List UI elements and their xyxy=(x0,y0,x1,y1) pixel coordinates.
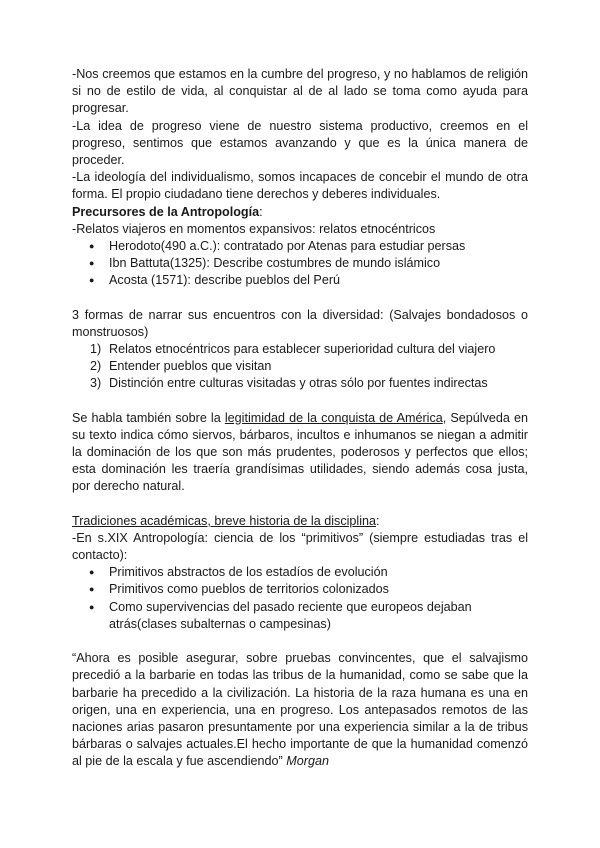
list-item: ● Herodoto(490 a.C.): contratado por Atenas para estudiar persas xyxy=(72,238,528,255)
list-item xyxy=(72,358,528,375)
list-item: ● Primitivos como pueblos de territorios colonizados xyxy=(72,581,528,598)
tradiciones-list xyxy=(72,564,528,633)
list-number: 1) xyxy=(90,342,102,357)
spacer xyxy=(72,633,528,650)
tradiciones-heading-text: Tradiciones académicas, breve historia de la disciplina xyxy=(72,513,377,528)
precursores-list xyxy=(72,238,528,290)
legitimidad-paragraph xyxy=(72,410,528,496)
list-item: ● Ibn Battuta(1325): Describe costumbres de mundo islámico xyxy=(72,255,528,272)
precursores-heading xyxy=(72,204,528,221)
legitimidad-underlined: legitimidad de la conquista de América xyxy=(224,410,443,425)
list-item: ● Como supervivencias del pasado reciente que europeos dejaban atrás(clases subalternas o campesinas) xyxy=(72,599,528,633)
precursores-intro: -Relatos viajeros en momentos expansivos: relatos etnocéntricos xyxy=(72,221,436,236)
list-item xyxy=(72,375,528,392)
list-item: ● Acosta (1571): describe pueblos del Perú xyxy=(72,272,528,289)
intro-paragraph-2: -La idea de progreso viene de nuestro sistema productivo, creemos en el progreso, sentimos que estamos avanzando y que es la única manera de proceder. xyxy=(72,118,528,168)
intro-paragraph-3: -La ideología del individualismo, somos incapaces de concebir el mundo de otra forma. El propio ciudadano tiene derechos y deberes individuales. xyxy=(72,170,528,202)
legitimidad-pre: Se habla también sobre la xyxy=(72,410,225,425)
formas-list xyxy=(72,341,528,393)
quote-text: “Ahora es posible asegurar, sobre pruebas convincentes, que el salvajismo precedió a la barbarie en todas las tribus de la humanidad, como se sabe que la barbarie ha precedido a la civilización. La historia de la raza humana es una en origen, una en experiencia, una en progreso. Los antepasados remotos de las naciones arias pasaron presuntamente por una experiencia similar a la de tribus bárbaras o salvajes actuales.El hecho importante de que la humanidad comenzó al pie de la escala y fue ascendiendo” xyxy=(72,651,528,769)
document-body xyxy=(72,66,528,771)
quote-author: Morgan xyxy=(286,754,329,769)
precursores-heading-colon: : xyxy=(259,204,263,219)
precursores-heading-text: Precursores de la Antropología xyxy=(72,204,260,219)
tradiciones-heading-colon: : xyxy=(376,513,380,528)
formas-intro: 3 formas de narrar sus encuentros con la diversidad: (Salvajes bondadosos o monstruosos) xyxy=(72,307,528,339)
tradiciones-intro: -En s.XIX Antropología: ciencia de los “primitivos” (siempre estudiadas tras el contacto): xyxy=(72,530,528,563)
list-number: 2) xyxy=(90,359,102,374)
list-text: Entender pueblos que visitan xyxy=(109,359,272,374)
list-item xyxy=(72,341,528,358)
tradiciones-heading xyxy=(72,513,528,530)
spacer xyxy=(72,496,528,513)
spacer xyxy=(72,393,528,410)
list-number: 3) xyxy=(90,376,102,391)
list-text: Distinción entre culturas visitadas y otras sólo por fuentes indirectas xyxy=(109,376,488,391)
morgan-quote xyxy=(72,650,528,770)
spacer xyxy=(72,290,528,307)
intro-paragraph-1: -Nos creemos que estamos en la cumbre del progreso, y no hablamos de religión si no de estilo de vida, al conquistar al de al lado se toma como ayuda para progresar. xyxy=(72,67,528,116)
list-item: ● Primitivos abstractos de los estadíos de evolución xyxy=(72,564,528,581)
legitimidad-post: , Sepúlveda en su texto indica cómo siervos, bárbaros, incultos e inhumanos se niegan a admitir la dominación de los que son más prudentes, poderosos y perfectos que ellos; esta dominación les traería grandísimas utilidades, siendo además cosa justa, por derecho natural. xyxy=(72,410,529,494)
list-text: Relatos etnocéntricos para establecer superioridad cultura del viajero xyxy=(109,342,496,357)
